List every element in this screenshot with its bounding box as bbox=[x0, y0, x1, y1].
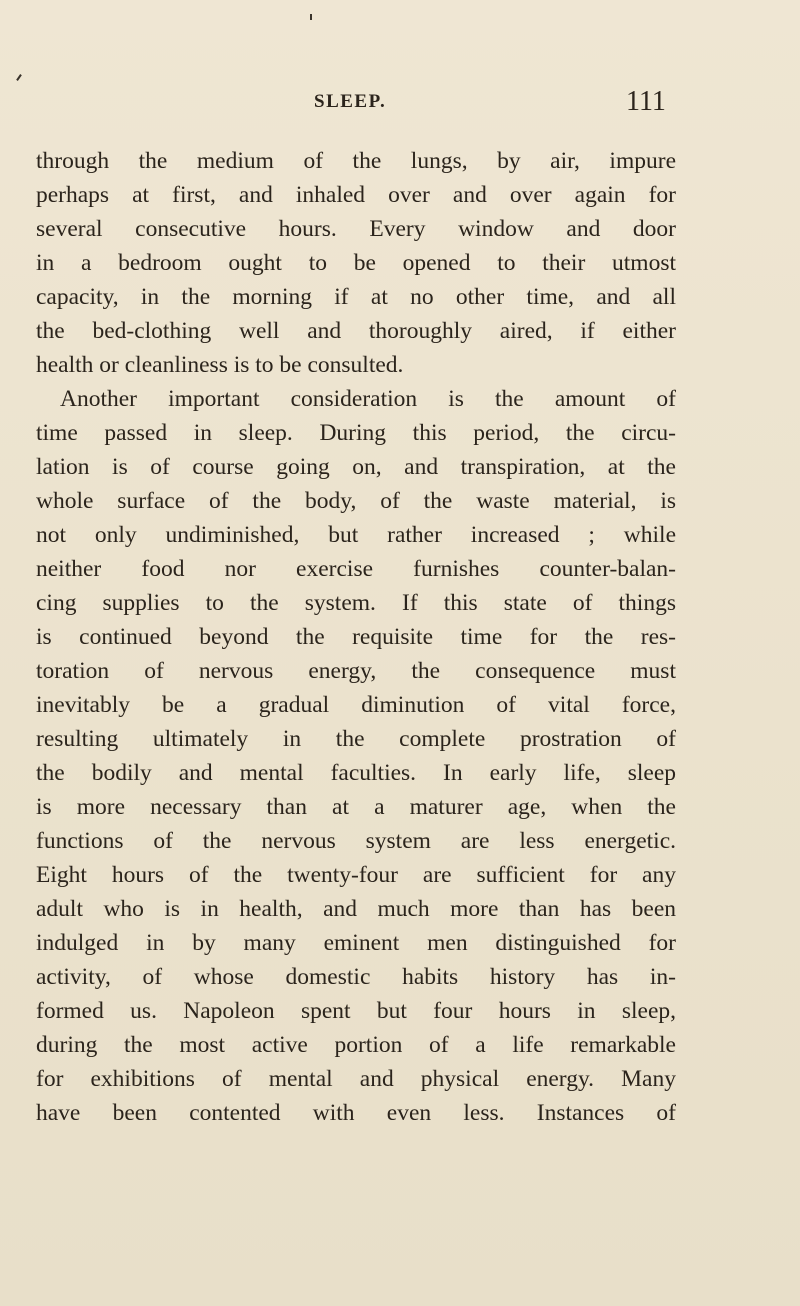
text-line: during the most active portion of a life remarkable bbox=[36, 1032, 676, 1058]
running-head bbox=[0, 86, 800, 122]
text-line: is continued beyond the requisite time for the res- bbox=[36, 624, 676, 650]
text-line: health or cleanliness is to be consulted. bbox=[36, 352, 404, 378]
text-line: Another important consideration is the amount of bbox=[60, 386, 676, 412]
text-line: capacity, in the morning if at no other time, and all bbox=[36, 284, 676, 310]
text-line: functions of the nervous system are less energetic. bbox=[36, 828, 676, 854]
text-line: not only undiminished, but rather increased ; while bbox=[36, 522, 676, 548]
text-line: activity, of whose domestic habits history has in- bbox=[36, 964, 676, 990]
text-line: the bed-clothing well and thoroughly aired, if either bbox=[36, 318, 676, 344]
text-line: indulged in by many eminent men distinguished for bbox=[36, 930, 676, 956]
print-speck bbox=[310, 14, 312, 20]
text-line: in a bedroom ought to be opened to their utmost bbox=[36, 250, 676, 276]
print-speck bbox=[16, 74, 22, 81]
text-line: inevitably be a gradual diminution of vital force, bbox=[36, 692, 676, 718]
text-line: through the medium of the lungs, by air, impure bbox=[36, 148, 676, 174]
page-number: 111 bbox=[626, 86, 666, 117]
text-line: resulting ultimately in the complete prostration of bbox=[36, 726, 676, 752]
text-line: Eight hours of the twenty-four are sufficient for any bbox=[36, 862, 676, 888]
text-line: is more necessary than at a maturer age, when the bbox=[36, 794, 676, 820]
text-line: perhaps at first, and inhaled over and over again for bbox=[36, 182, 676, 208]
text-line: adult who is in health, and much more than has been bbox=[36, 896, 676, 922]
text-line: for exhibitions of mental and physical energy. Many bbox=[36, 1066, 676, 1092]
text-line: toration of nervous energy, the consequence must bbox=[36, 658, 676, 684]
text-line: neither food nor exercise furnishes counter-balan- bbox=[36, 556, 676, 582]
text-line: have been contented with even less. Instances of bbox=[36, 1100, 676, 1126]
text-line: whole surface of the body, of the waste material, is bbox=[36, 488, 676, 514]
text-line: lation is of course going on, and transpiration, at the bbox=[36, 454, 676, 480]
text-line: formed us. Napoleon spent but four hours in sleep, bbox=[36, 998, 676, 1024]
text-line: cing supplies to the system. If this state of things bbox=[36, 590, 676, 616]
chapter-title: SLEEP. bbox=[314, 91, 387, 112]
text-line: the bodily and mental faculties. In early life, sleep bbox=[36, 760, 676, 786]
text-line: time passed in sleep. During this period, the circu- bbox=[36, 420, 676, 446]
text-line: several consecutive hours. Every window and door bbox=[36, 216, 676, 242]
